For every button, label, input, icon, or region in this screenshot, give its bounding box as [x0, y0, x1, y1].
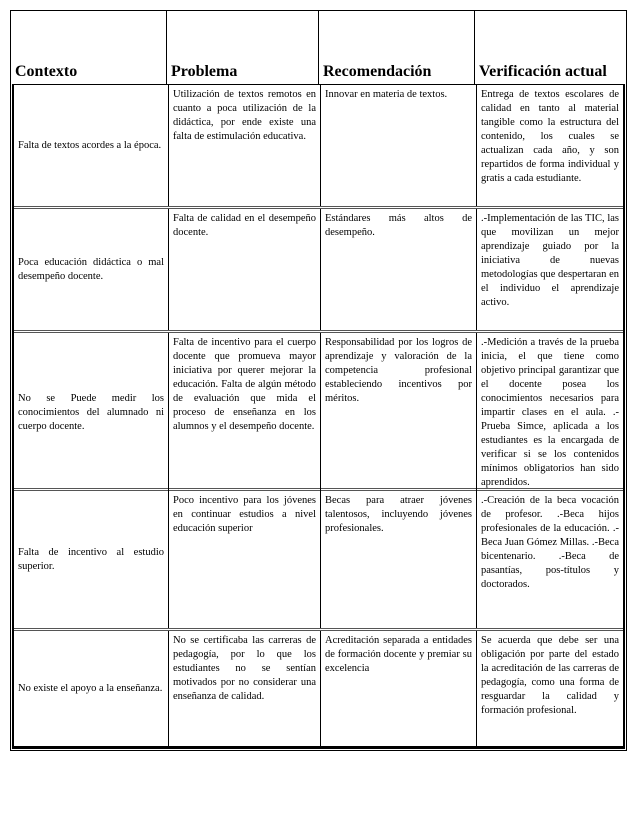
- cell-problema: Falta de incentivo para el cuerpo docente que promueva mayor iniciativa por querer mejorar la educación. Falta de algún método de evaluación que mida el proceso de enseñanza en los alumnos y el desempeño docente.: [169, 333, 321, 492]
- cell-contexto: Falta de incentivo al estudio superior.: [14, 491, 169, 628]
- header-verificacion: Verificación actual: [479, 63, 607, 80]
- cell-verificacion: .-Creación de la beca vocación de profesor. .-Beca hijos profesionales de la educación. .-Beca Juan Gómez Millas. .-Beca bicentenario. .-Beca de pasantías, pos-títulos y doctorados.: [481, 495, 619, 590]
- cell-verificacion: Entrega de textos escolares de calidad en tanto al material tangible como la estructura del contenido, los cuales se actualizan cada año, y son repartidos de forma individual y gratis a cada estudiante.: [481, 89, 619, 184]
- cell-contexto: No existe el apoyo a la enseñanza.: [14, 631, 169, 746]
- cell-contexto: Poca educación didáctica o mal desempeño docente.: [14, 209, 169, 330]
- cell-problema: Poco incentivo para los jóvenes en continuar estudios a nivel educación superior: [169, 491, 321, 628]
- header-contexto: Contexto: [11, 11, 167, 84]
- cell-recomendacion: Acreditación separada a entidades de formación docente y premiar su excelencia: [321, 631, 477, 746]
- cell-problema: No se certificaba las carreras de pedagogía, por lo que los estudiantes no se sentían motivados por no considerar una enseñanza de calidad.: [169, 631, 321, 746]
- table-row: [14, 631, 623, 747]
- cell-recomendacion: Estándares más altos de desempeño.: [321, 209, 477, 330]
- cell-problema: Falta de calidad en el desempeño docente.: [169, 209, 321, 330]
- header-problema: Problema: [167, 11, 319, 84]
- table-header: [11, 11, 626, 84]
- cell-contexto: No se Puede medir los conocimientos del alumnado ni cuerpo docente.: [14, 333, 169, 492]
- cell-problema: Utilización de textos remotos en cuanto a poca utilización de la didáctica, por ende existe una falta de estimulación educativa.: [169, 85, 321, 206]
- cell-recomendacion: Responsabilidad por los logros de aprendizaje y valoración de la competencia profesional estableciendo incentivos por méritos.: [321, 333, 477, 492]
- table-row: [14, 85, 623, 209]
- cell-recomendacion: Innovar en materia de textos.: [321, 85, 477, 206]
- table-row: [14, 209, 623, 333]
- table-row: [14, 491, 623, 631]
- table-row: [14, 333, 623, 491]
- cell-verificacion: .-Implementación de las TIC, las que movilizan un mejor aprendizaje guiado por la iniciativa de nuevas metodologías que despertaran en el individuo el aprendizaje activo.: [481, 213, 619, 308]
- cell-contexto: Falta de textos acordes a la época.: [14, 85, 169, 206]
- cell-verificacion: .-Medición a través de la prueba inicia, el que tiene como objetivo principal garantizar que el docente posea los conocimientos necesarios para impartir clases en el aula. .- Prueba Simce, aplicada a los estudiantes es la encargada de verificar si se los contenidos mínimos obligatorios han sido aprendidos.: [481, 337, 619, 488]
- cell-verificacion: Se acuerda que debe ser una obligación por parte del estado la acreditación de las carreras de pedagogía, como una forma de resguardar la calidad y formación profesional.: [481, 635, 619, 716]
- table-body: [12, 84, 625, 749]
- policy-table: [10, 10, 627, 751]
- header-recomendacion: Recomendación: [319, 11, 475, 84]
- cell-recomendacion: Becas para atraer jóvenes talentosos, incluyendo jóvenes profesionales.: [321, 491, 477, 628]
